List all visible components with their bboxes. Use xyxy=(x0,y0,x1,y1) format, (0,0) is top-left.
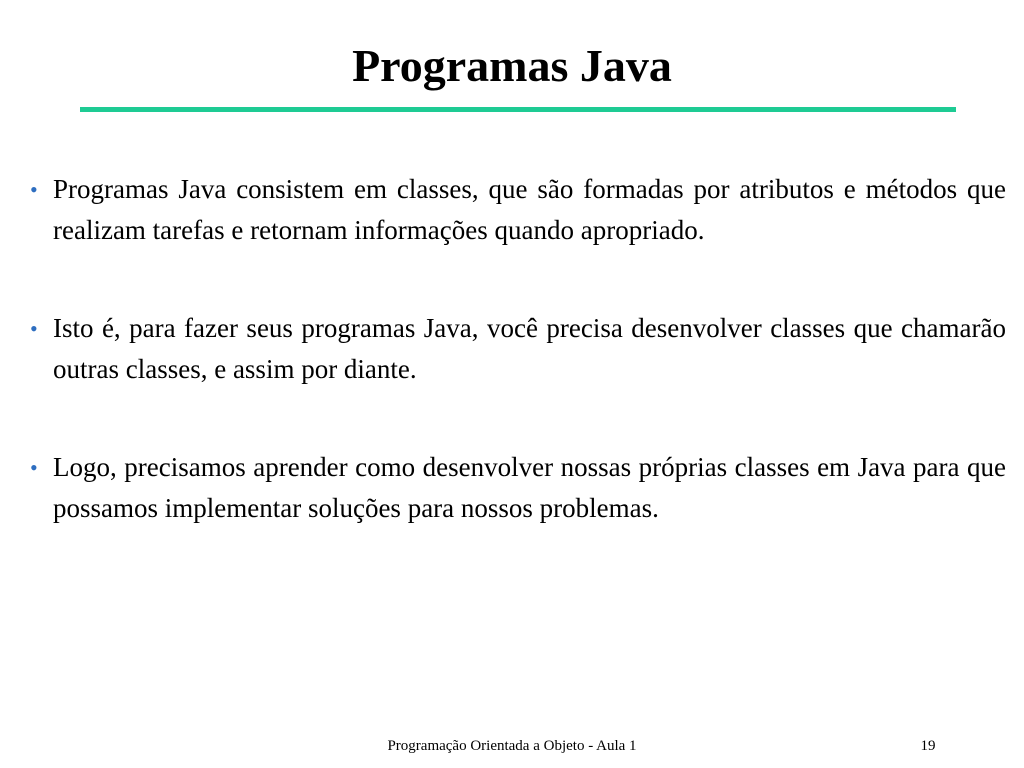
title-underline xyxy=(80,107,956,112)
bullet-marker: • xyxy=(30,455,38,480)
bullet-text: Isto é, para fazer seus programas Java, você precisa desenvolver classes que chamarão outras classes, e assim por diante. xyxy=(53,313,1006,384)
bullet-item xyxy=(26,447,1006,529)
bullet-marker: • xyxy=(30,177,38,202)
bullet-marker: • xyxy=(30,316,38,341)
bullet-item xyxy=(26,169,1006,251)
bullet-list xyxy=(26,169,1006,529)
footer-page-number: 19 xyxy=(920,738,936,754)
bullet-item xyxy=(26,308,1006,390)
slide-title: Programas Java xyxy=(352,40,672,91)
bullet-text: Logo, precisamos aprender como desenvolver nossas próprias classes em Java para que possamos implementar soluções para nossos problemas. xyxy=(53,452,1006,523)
footer-course-title: Programação Orientada a Objeto - Aula 1 xyxy=(387,738,637,754)
bullet-text: Programas Java consistem em classes, que são formadas por atributos e métodos que realizam tarefas e retornam informações quando apropriado. xyxy=(53,174,1006,245)
